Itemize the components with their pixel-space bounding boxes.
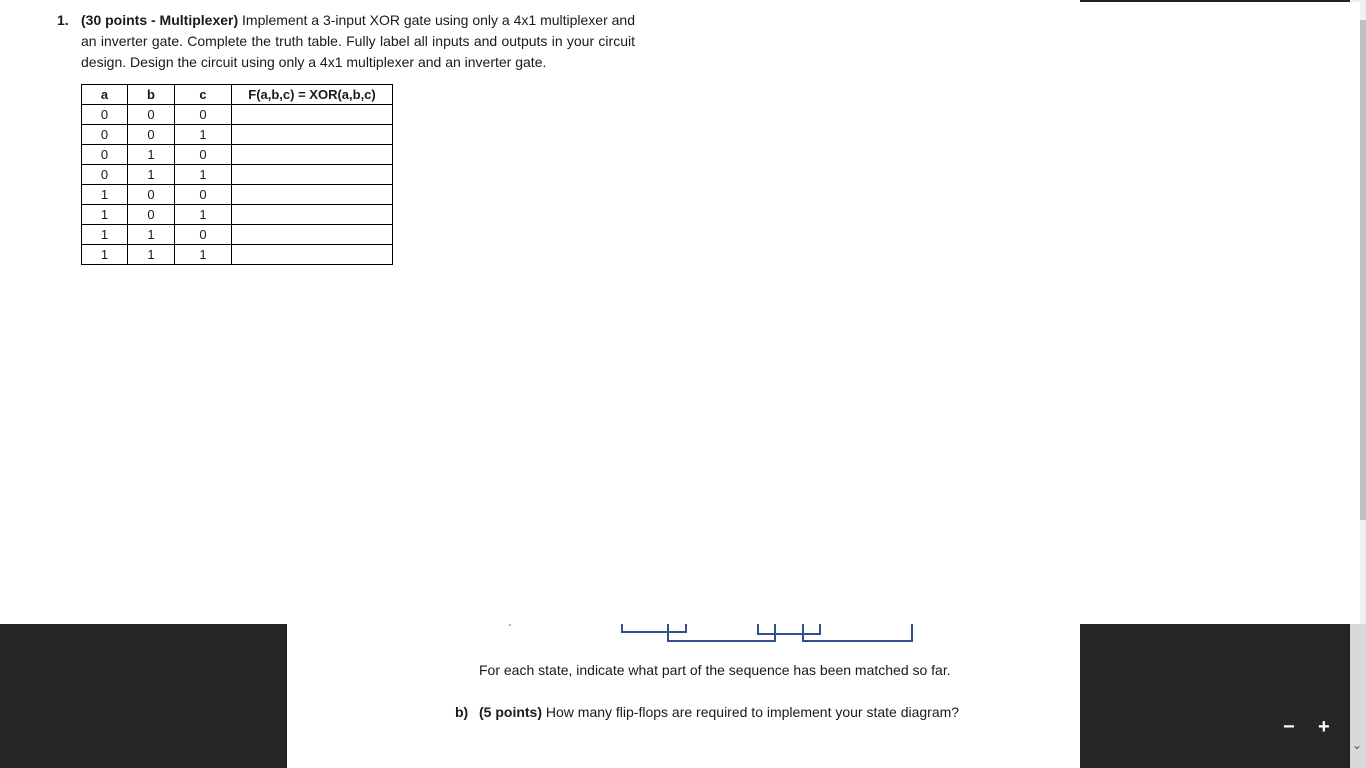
question-b [455,704,959,720]
question-1-text: Implement a 3-input XOR gate using only a 4x1 multiplexer and an inverter gate. Complete the truth table. Fully label all inputs and outputs in your circuit design. Design the circuit using only a 4x1 multiplexer and an inverter gate. [81,12,636,70]
question-b-label: b) [455,704,469,720]
table-row [82,225,393,245]
table-row [82,125,393,145]
overlay-right-area [1080,2,1360,624]
cell-b: 1 [128,225,175,245]
table-row [82,145,393,165]
question-1 [57,10,635,73]
chevron-down-icon[interactable]: ⌄ [1352,738,1363,752]
cell-a: 1 [82,225,128,245]
cell-f[interactable] [232,225,393,245]
cell-c: 0 [175,145,232,165]
question-1-body [81,10,635,73]
cell-c: 0 [175,225,232,245]
table-row [82,105,393,125]
table-row [82,245,393,265]
scrollbar-thumb[interactable] [1360,20,1366,520]
cell-f[interactable] [232,105,393,125]
match-instruction-text: For each state, indicate what part of the sequence has been matched so far. [479,662,951,678]
cell-c: 1 [175,205,232,225]
cell-f[interactable] [232,165,393,185]
cell-b: 1 [128,165,175,185]
overlay-top-border [1080,0,1350,2]
cell-a: 1 [82,245,128,265]
cell-f[interactable] [232,245,393,265]
cell-c: 1 [175,165,232,185]
cell-c: 0 [175,185,232,205]
cell-a: 0 [82,165,128,185]
cell-a: 0 [82,105,128,125]
cell-c: 1 [175,125,232,145]
cell-b: 0 [128,125,175,145]
zoom-out-button[interactable]: − [1283,716,1295,738]
header-b: b [128,85,175,105]
cell-f[interactable] [232,125,393,145]
cell-a: 1 [82,205,128,225]
truth-table-header [82,85,393,105]
cell-a: 0 [82,145,128,165]
document-page [287,624,1080,768]
header-a: a [82,85,128,105]
header-c: c [175,85,232,105]
cell-c: 1 [175,245,232,265]
cell-b: 1 [128,245,175,265]
table-row [82,165,393,185]
header-f: F(a,b,c) = XOR(a,b,c) [232,85,393,105]
question-number: 1. [57,12,69,28]
cell-f[interactable] [232,205,393,225]
cell-a: 1 [82,185,128,205]
cell-a: 0 [82,125,128,145]
table-row [82,205,393,225]
cell-b: 1 [128,145,175,165]
cell-b: 0 [128,205,175,225]
viewer-dark-area-right [1080,624,1350,768]
cell-c: 0 [175,105,232,125]
table-row [82,185,393,205]
zoom-in-button[interactable]: + [1318,716,1330,738]
viewer-dark-area-left [0,624,287,768]
cell-f[interactable] [232,185,393,205]
cell-f[interactable] [232,145,393,165]
cell-b: 0 [128,185,175,205]
cell-b: 0 [128,105,175,125]
question-b-text: How many flip-flops are required to implement your state diagram? [542,704,960,720]
question-1-points: (30 points - Multiplexer) [81,12,239,28]
question-b-points: (5 points) [479,704,542,720]
truth-table [81,84,393,265]
